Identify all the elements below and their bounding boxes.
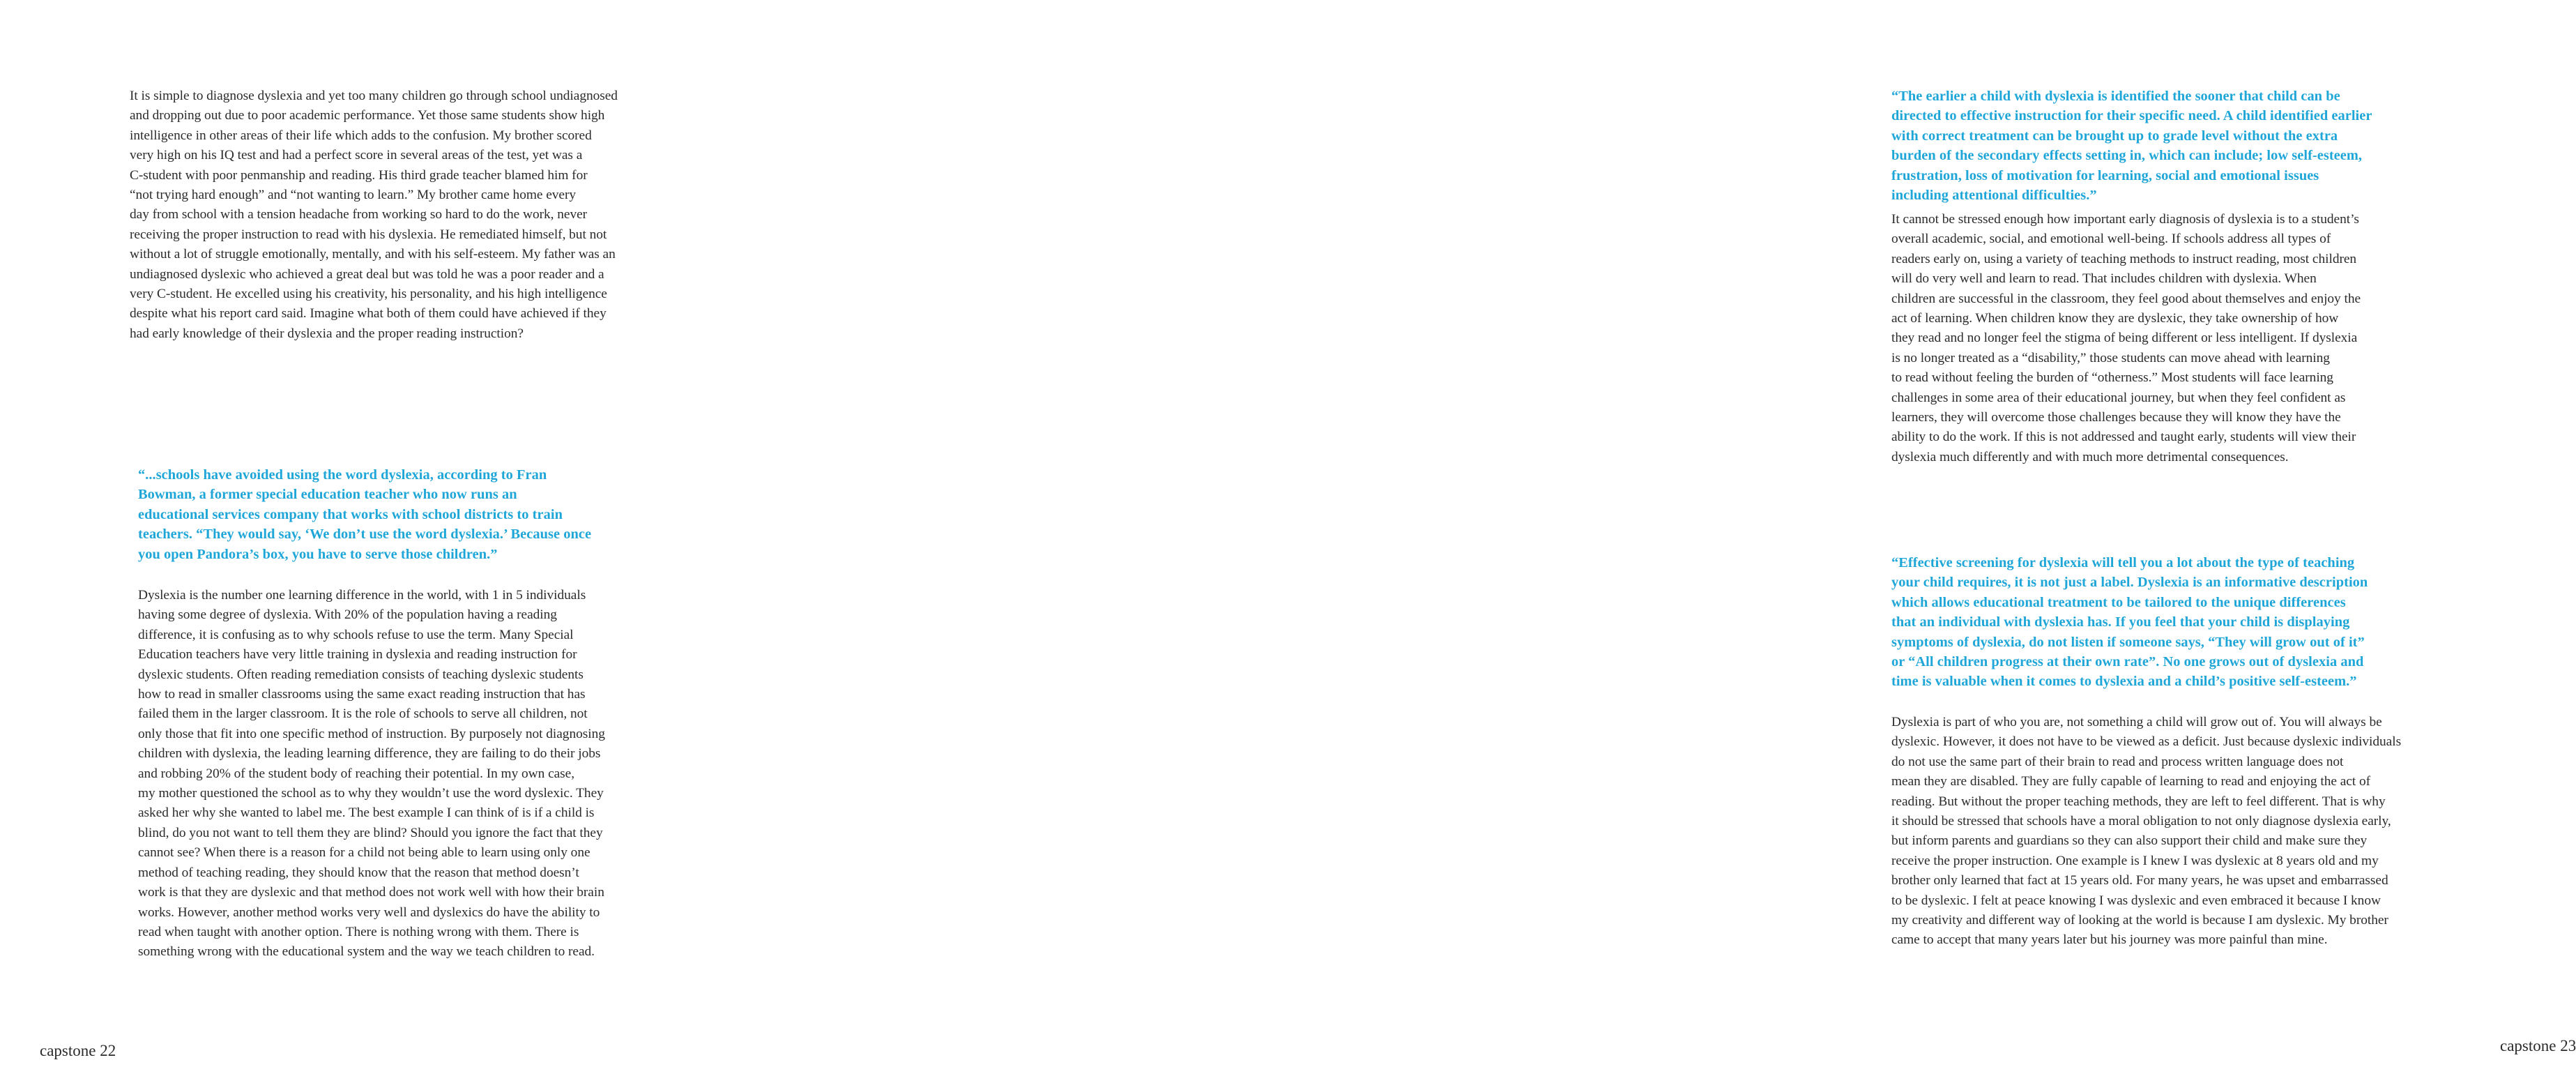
text-line: to read without feeling the burden of “otherness.” Most students will face learning (1891, 370, 2333, 386)
text-line: children with dyslexia, the leading learning difference, they are failing to do their jobs (138, 746, 601, 762)
text-line: my creativity and different way of looking at the world is because I am dyslexic. My brother (1891, 913, 2388, 928)
quote-line: teachers. “They would say, ‘We don’t use the word dyslexia.’ Because once (138, 527, 592, 543)
text-line: difference, it is confusing as to why schools refuse to use the term. Many Special (138, 627, 574, 642)
text-line: day from school with a tension headache from working so hard to do the work, never (130, 207, 588, 222)
text-line: how to read in smaller classrooms using the same exact reading instruction that has (138, 687, 586, 702)
quote-line: your child requires, it is not just a label. Dyslexia is an informative description (1891, 575, 2368, 591)
quote-line: which allows educational treatment to be tailored to the unique differences (1891, 594, 2346, 610)
quote-line: “The earlier a child with dyslexia is identified the sooner that child can be (1891, 89, 2340, 104)
right-pull-quote-2 (1891, 553, 2463, 692)
text-line: is no longer treated as a “disability,” those students can move ahead with learning (1891, 350, 2330, 365)
quote-line: directed to effective instruction for their specific need. A child identified earlier (1891, 108, 2372, 124)
text-line: It is simple to diagnose dyslexia and yet too many children go through school undiagnosed (130, 89, 618, 103)
text-line: Dyslexia is part of who you are, not something a child will grow out of. You will always be (1891, 715, 2382, 729)
quote-line: “...schools have avoided using the word dyslexia, according to Fran (138, 467, 547, 483)
text-line: having some degree of dyslexia. With 20% of the population having a reading (138, 607, 557, 623)
text-line: readers early on, using a variety of teaching methods to instruct reading, most children (1891, 251, 2357, 266)
text-line: challenges in some area of their educational journey, but when they feel confident as (1891, 390, 2346, 405)
text-line: came to accept that many years later but his journey was more painful than mine. (1891, 932, 2328, 948)
left-paragraph-1 (130, 86, 687, 344)
quote-line: with correct treatment can be brought up to grade level without the extra (1891, 128, 2338, 144)
text-line: asked her why she wanted to label me. The best example I can think of is if a child is (138, 805, 595, 821)
text-line: work is that they are dyslexic and that method does not work well with how their brain (138, 885, 604, 900)
text-line: it should be stressed that schools have a moral obligation to not only diagnose dyslexia early, (1891, 814, 2391, 829)
left-page (0, 0, 871, 1090)
right-paragraph-2 (1891, 713, 2449, 951)
text-line: “not trying hard enough” and “not wanting to learn.” My brother came home every (130, 188, 577, 203)
text-line: ability to do the work. If this is not addressed and taught early, students will view their (1891, 430, 2356, 445)
text-line: It cannot be stressed enough how important early diagnosis of dyslexia is to a student’s (1891, 212, 2359, 227)
text-line: failed them in the larger classroom. It is the role of schools to serve all children, not (138, 706, 588, 722)
text-line: read when taught with another option. There is nothing wrong with them. There is (138, 924, 579, 939)
text-line: but inform parents and guardians so they can also support their child and make sure they (1891, 833, 2368, 849)
right-pull-quote-1 (1891, 86, 2449, 205)
text-line: mean they are disabled. They are fully capable of learning to read and enjoying the act of (1891, 774, 2370, 789)
text-line: and dropping out due to poor academic performance. Yet those same students show high (130, 108, 605, 123)
text-line: overall academic, social, and emotional well-being. If schools address all types of (1891, 232, 2331, 247)
text-line: brother only learned that fact at 15 years old. For many years, he was upset and embarrassed (1891, 873, 2388, 888)
quote-line: you open Pandora’s box, you have to serve those children.” (138, 546, 498, 562)
quote-line: burden of the secondary effects setting in, which can include; low self-esteem, (1891, 148, 2363, 164)
text-line: to be dyslexic. I felt at peace knowing I was dyslexic and even embraced it because I know (1891, 893, 2381, 908)
text-line: works. However, another method works very well and dyslexics do have the ability to (138, 904, 600, 920)
text-line: something wrong with the educational system and the way we teach children to read. (138, 944, 595, 960)
text-line: intelligence in other areas of their life which adds to the confusion. My brother scored (130, 128, 592, 143)
page-number-left: capstone 22 (40, 1042, 116, 1059)
text-line: blind, do you not want to tell them they are blind? Should you ignore the fact that they (138, 825, 603, 840)
text-line: and robbing 20% of the student body of reaching their potential. In my own case, (138, 766, 575, 781)
text-line: without a lot of struggle emotionally, mentally, and with his self-esteem. My father was an (130, 247, 616, 262)
text-line: dyslexic students. Often reading remediation consists of teaching dyslexic students (138, 667, 584, 682)
quote-line: frustration, loss of motivation for learning, social and emotional issues (1891, 167, 2319, 183)
text-line: dyslexic. However, it does not have to be viewed as a deficit. Just because dyslexic individuals (1891, 734, 2402, 750)
quote-line: or “All children progress at their own rate”. No one grows out of dyslexia and (1891, 654, 2364, 670)
quote-line: including attentional difficulties.” (1891, 188, 2097, 204)
text-line: act of learning. When children know they are dyslexic, they take ownership of how (1891, 311, 2339, 326)
quote-line: educational services company that works with school districts to train (138, 506, 563, 522)
page-number-right: capstone 23 (2500, 1037, 2576, 1054)
text-line: my mother questioned the school as to why they wouldn’t use the word dyslexic. They (138, 786, 604, 801)
quote-line: time is valuable when it comes to dyslexia and a child’s positive self-esteem.” (1891, 674, 2357, 690)
quote-line: that an individual with dyslexia has. If you feel that your child is displaying (1891, 614, 2350, 630)
text-line: only those that fit into one specific method of instruction. By purposely not diagnosing (138, 726, 605, 741)
text-line: they read and no longer feel the stigma of being different or less intelligent. If dyslexia (1891, 331, 2358, 346)
text-line: will do very well and learn to read. That includes children with dyslexia. When (1891, 271, 2317, 287)
text-line: C-student with poor penmanship and reading. His third grade teacher blamed him for (130, 167, 588, 183)
text-line: reading. But without the proper teaching methods, they are left to feel different. That is why (1891, 794, 2386, 809)
text-line: receiving the proper instruction to read with his dyslexia. He remediated himself, but not (130, 227, 607, 242)
right-paragraph-1 (1891, 210, 2449, 467)
text-line: dyslexia much differently and with much more detrimental consequences. (1891, 449, 2289, 464)
text-line: learners, they will overcome those challenges because they will know they have the (1891, 410, 2341, 425)
text-line: Education teachers have very little training in dyslexia and reading instruction for (138, 647, 577, 663)
text-line: very C-student. He excelled using his creativity, his personality, and his high intelligence (130, 287, 607, 302)
text-line: Dyslexia is the number one learning difference in the world, with 1 in 5 individuals (138, 588, 586, 603)
text-line: cannot see? When there is a reason for a child not being able to learn using only one (138, 845, 590, 861)
text-line: receive the proper instruction. One example is I knew I was dyslexic at 8 years old and my (1891, 853, 2379, 868)
text-line: had early knowledge of their dyslexia and the proper reading instruction? (130, 326, 524, 341)
left-paragraph-2 (138, 586, 696, 962)
text-line: method of teaching reading, they should know that the reason that method doesn’t (138, 865, 579, 880)
quote-line: Bowman, a former special education teacher who now runs an (138, 487, 517, 503)
text-line: very high on his IQ test and had a perfect score in several areas of the test, yet was a (130, 148, 583, 163)
left-pull-quote (138, 465, 696, 564)
text-line: children are successful in the classroom, they feel good about themselves and enjoy the (1891, 291, 2361, 306)
text-line: undiagnosed dyslexic who achieved a great deal but was told he was a poor reader and a (130, 266, 604, 282)
text-line: despite what his report card said. Imagine what both of them could have achieved if they (130, 306, 607, 321)
right-page (871, 0, 2576, 1090)
text-line: do not use the same part of their brain to read and process written language does not (1891, 754, 2344, 769)
quote-line: “Effective screening for dyslexia will tell you a lot about the type of teaching (1891, 555, 2355, 570)
quote-line: symptoms of dyslexia, do not listen if someone says, “They will grow out of it” (1891, 634, 2365, 650)
